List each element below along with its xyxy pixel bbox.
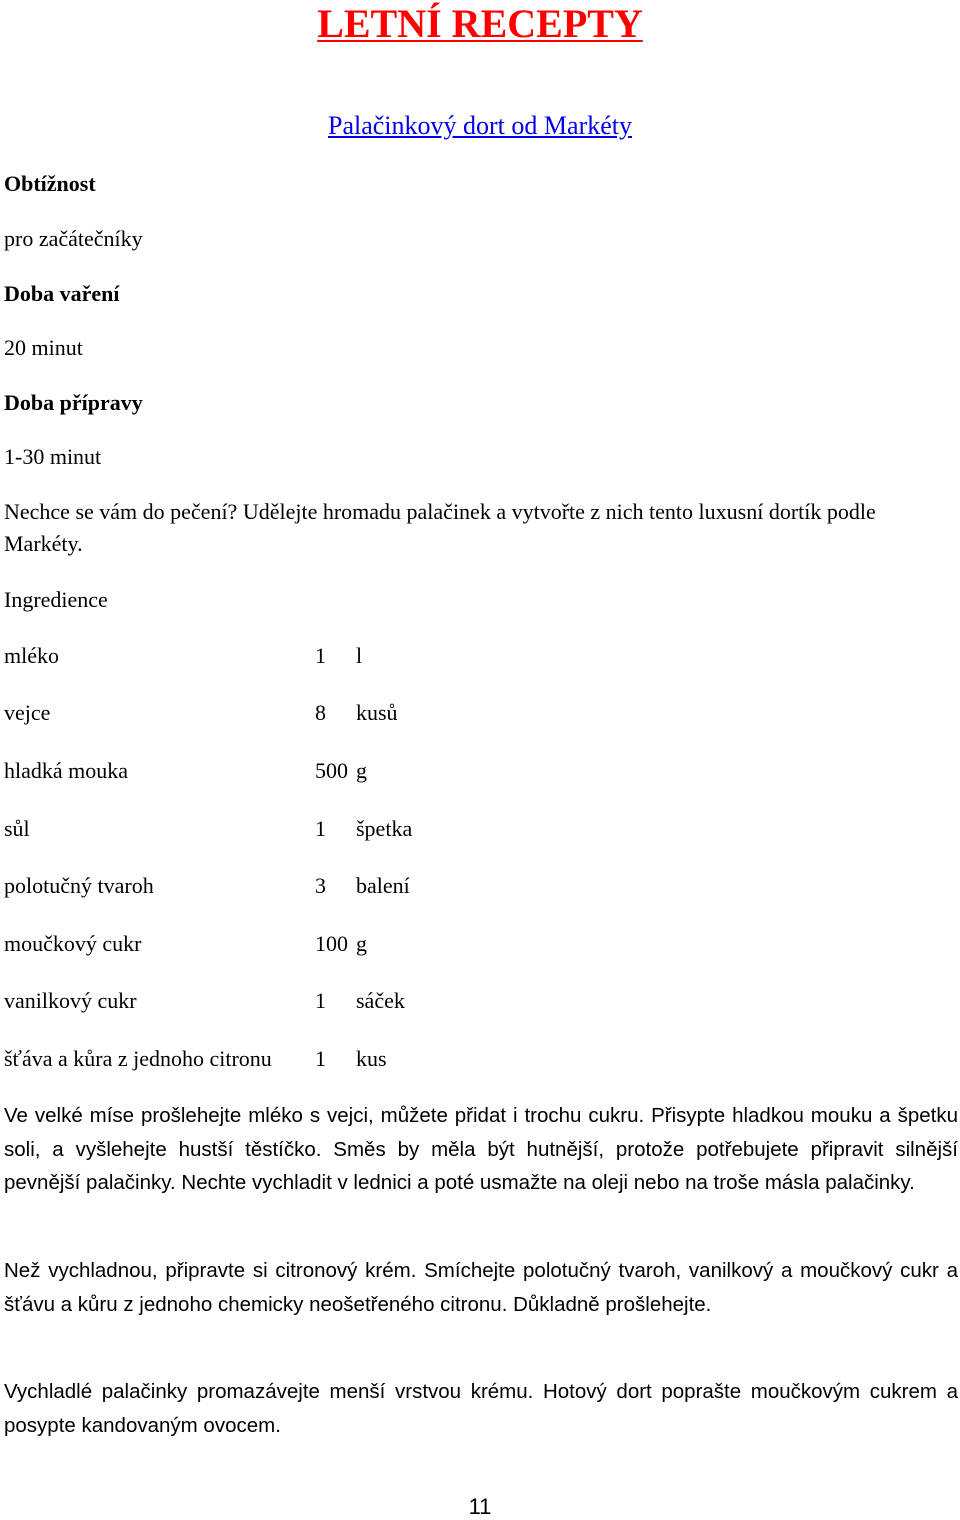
- ingredient-unit: sáček: [356, 988, 405, 1013]
- ingredient-unit: špetka: [356, 816, 413, 841]
- ingredient-quantity: 3: [315, 873, 326, 898]
- ingredient-unit: g: [356, 931, 367, 956]
- ingredient-unit: kus: [356, 1046, 387, 1071]
- prep-time-label: Doba přípravy: [4, 390, 143, 415]
- ingredient-name: šťáva a kůra z jednoho citronu: [4, 1046, 272, 1071]
- page-number: 11: [468, 1494, 492, 1519]
- ingredient-quantity: 1: [315, 1046, 326, 1071]
- ingredient-quantity: 1: [315, 643, 326, 668]
- ingredient-quantity: 8: [315, 700, 326, 725]
- ingredient-name: vanilkový cukr: [4, 988, 137, 1013]
- ingredient-quantity: 100: [315, 931, 348, 956]
- intro-text: Nechce se vám do pečení? Udělejte hromadu palačinek a vytvořte z nich tento luxusní dortík podle Markéty.: [4, 499, 876, 556]
- instruction-paragraph-1: Ve velké míse prošlehejte mléko s vejci, můžete přidat i trochu cukru. Přisypte hladkou mouku a špetku soli, a vyšlehejte hustší těstíčko. Směs by měla být hutnější, protože potřebujete připravit silnější pevnější palačinky. Nechte vychladit v lednici a poté usmažte na oleji nebo na troše másla palačinky.: [4, 1104, 958, 1194]
- cook-time-value: 20 minut: [4, 335, 83, 360]
- difficulty-label: Obtížnost: [4, 171, 96, 196]
- ingredient-quantity: 500: [315, 758, 348, 783]
- ingredients-heading: Ingredience: [4, 587, 108, 612]
- ingredient-unit: kusů: [356, 700, 398, 725]
- ingredient-unit: l: [356, 643, 363, 668]
- ingredient-name: hladká mouka: [4, 758, 129, 783]
- ingredient-quantity: 1: [315, 988, 326, 1013]
- page-title: LETNÍ RECEPTY: [317, 1, 643, 46]
- prep-time-value: 1-30 minut: [4, 444, 102, 469]
- ingredient-quantity: 1: [315, 816, 326, 841]
- ingredient-unit: g: [356, 758, 367, 783]
- ingredient-unit: balení: [356, 873, 410, 898]
- difficulty-value: pro začátečníky: [4, 226, 143, 251]
- recipe-title-link[interactable]: Palačinkový dort od Markéty: [328, 111, 632, 140]
- ingredient-name: sůl: [4, 816, 30, 841]
- ingredient-name: vejce: [4, 700, 51, 725]
- ingredient-name: mléko: [4, 643, 59, 668]
- instruction-paragraph-3: Vychladlé palačinky promazávejte menší vrstvou krému. Hotový dort poprašte moučkovým cukrem a posypte kandovaným ovocem.: [4, 1380, 958, 1437]
- ingredient-name: polotučný tvaroh: [4, 873, 154, 898]
- ingredient-name: moučkový cukr: [4, 931, 142, 956]
- instruction-paragraph-2: Než vychladnou, připravte si citronový krém. Smíchejte polotučný tvaroh, vanilkový a moučkový cukr a šťávu a kůru z jednoho chemicky neošetřeného citronu. Důkladně prošlehejte.: [4, 1259, 958, 1316]
- cook-time-label: Doba vaření: [4, 281, 120, 306]
